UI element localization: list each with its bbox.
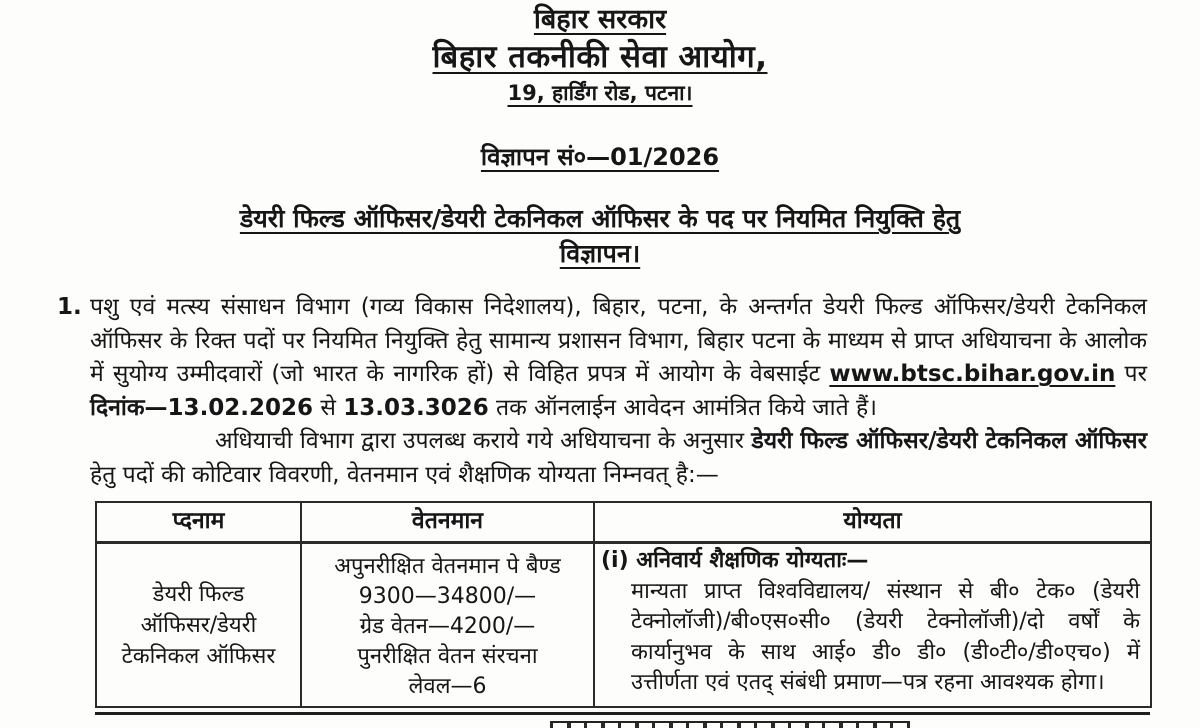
pay-line: पुनरीक्षित वेतन संरचना xyxy=(357,644,538,669)
paragraph-1-text-mid2: से xyxy=(313,394,344,421)
government-name-text: बिहार सरकार xyxy=(533,4,667,35)
cell-post-name: डेयरी फिल्ड ऑफिसर/डेयरी टेकनिकल ऑफिसर xyxy=(96,543,301,708)
cell-pay-scale xyxy=(301,543,594,708)
organization-name-text: बिहार तकनीकी सेवा आयोग, xyxy=(432,39,768,75)
government-name xyxy=(0,4,1200,36)
posts-table xyxy=(95,501,1152,708)
website-url-text: www.btsc.bihar.gov.in xyxy=(829,361,1116,387)
notice-title xyxy=(0,201,1200,271)
notice-number-text: विज्ञापन सं०—01/2026 xyxy=(480,143,720,171)
paragraph-2 xyxy=(90,425,1147,492)
organization-address-text: 19, हार्डिंग रोड, पटना। xyxy=(507,81,693,105)
application-end-date: 13.03.3026 xyxy=(343,394,489,421)
qualification-content xyxy=(601,546,1140,699)
table-row xyxy=(96,543,1151,708)
header-pay-scale: वेतनमान xyxy=(301,502,594,543)
paragraph-1 xyxy=(57,291,1147,425)
cutoff-letter-tops xyxy=(550,721,910,728)
organization-name xyxy=(0,38,1200,76)
cutoff-next-row xyxy=(95,712,1150,728)
paragraph-1-body xyxy=(90,291,1147,425)
application-start-date: दिनांक—13.02.2026 xyxy=(90,394,314,421)
pay-line: 9300—34800/— xyxy=(358,584,537,609)
pay-line: अपुनरीक्षित वेतनमान पे बैण्ड xyxy=(334,554,561,579)
notice-title-line2: विज्ञापन। xyxy=(559,239,641,268)
organization-address xyxy=(0,80,1200,107)
letterhead xyxy=(0,4,1200,107)
paragraph-2-text-start: अधियाची विभाग द्वारा उपलब्ध कराये गये अधियाचना के अनुसार xyxy=(215,428,752,454)
pay-line: ग्रेड वेतन—4200/— xyxy=(359,614,536,639)
table-header-row xyxy=(96,502,1151,543)
paragraph-2-text-end: हेतु पदों की कोटिवार विवरणी, वेतनमान एवं शैक्षणिक योग्यता निम्नवत् है:— xyxy=(90,461,719,488)
qualification-body: मान्यता प्राप्त विश्वविद्यालय/ संस्थान से बी० टेक० (डेयरी टेक्नोलॉजी)/बी०एस०सी० (डेयरी टेक्नोलॉजी)/दो वर्षों के कार्यानुभव के साथ आई० डी० डी० (डी०टी०/डी०एच०) में उत्तीर्णता एवं एतद् संबंधी प्रमाण—पत्र रहना आवश्यक होगा। xyxy=(631,578,1140,695)
paragraph-1-text-end: तक ऑनलाईन आवेदन आमंत्रित किये जाते हैं। xyxy=(488,394,877,421)
paragraph-2-post-name-bold: डेयरी फिल्ड ऑफिसर/डेयरी टेकनिकल ऑफिसर xyxy=(751,428,1147,454)
header-post-name: प्दनाम xyxy=(96,502,301,543)
paragraph-1-text-start: पशु एवं मत्स्य संसाधन विभाग (गव्य विकास निदेशालय), बिहार, पटना, के अन्तर्गत डेयरी फिल्ड ऑफिसर/डेयरी टेकनिकल ऑफिसर के रिक्त पदों पर नियमित नियुक्ति हेतु सामान्य प्रशासन विभाग, बिहार पटना के माध्यम से प्राप्त अधियाचना के आलोक में सुयोग्य उम्मीदवारों (जो भारत के नागरिक हों) से विहित प्रपत्र में आयोग के वेबसाईट xyxy=(90,294,1147,387)
paragraph-1-number: 1. xyxy=(57,294,82,320)
notice-title-line1: डेयरी फिल्ड ऑफिसर/डेयरी टेकनिकल ऑफिसर के पद पर नियमित नियुक्ति हेतु xyxy=(239,204,961,233)
qualification-heading: (i) अनिवार्य शैक्षणिक योग्यताः— xyxy=(601,548,869,573)
cell-qualification xyxy=(594,543,1151,708)
paragraph-1-text-mid1: पर xyxy=(1115,361,1147,387)
notice-number xyxy=(0,142,1200,172)
header-qualification: योग्यता xyxy=(594,502,1151,543)
pay-line: लेवल—6 xyxy=(408,674,487,699)
